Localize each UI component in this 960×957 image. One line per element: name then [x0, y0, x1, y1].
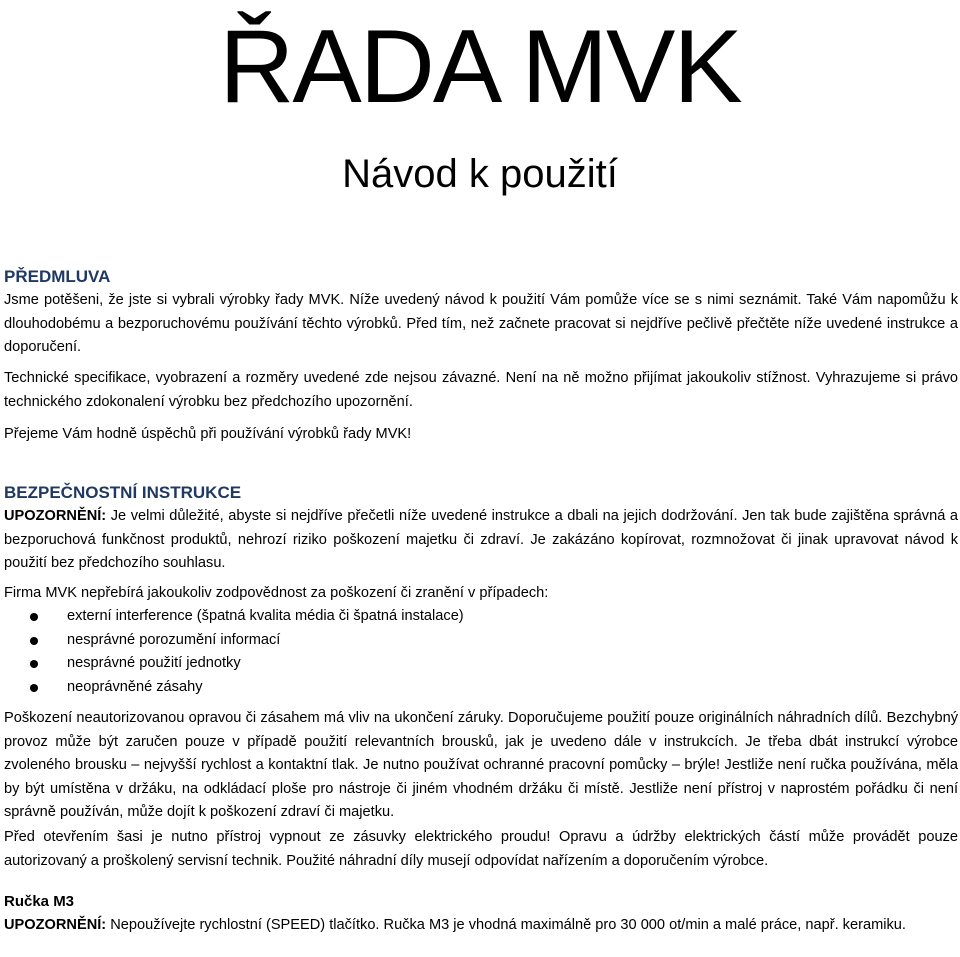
list-item: neoprávněné zásahy: [4, 676, 904, 700]
bullet-icon: [30, 613, 38, 621]
preface-paragraph-3: Přejeme Vám hodně úspěchů při používání výrobků řady MVK!: [4, 426, 412, 442]
handpiece-warning-label: UPOZORNĚNÍ:: [4, 917, 107, 933]
bullet-icon: [30, 684, 38, 692]
handpiece-heading: Ručka M3: [4, 893, 75, 910]
handpiece-warning-text: Nepoužívejte rychlostní (SPEED) tlačítko. Ručka M3 je vhodná maximálně pro 30 000 ot/min a malé práce, např. keramiku.: [106, 917, 906, 933]
bullet-icon: [30, 660, 38, 668]
preface-heading: PŘEDMLUVA: [4, 267, 111, 286]
document-subtitle: Návod k použití: [342, 152, 618, 196]
warranty-paragraph: Poškození neautorizovanou opravou či zásahem má vliv na ukončení záruky. Doporučujeme použití pouze originálních náhradních dílů. Bezchybný provoz může být zaručen pouze v případě použití relevantních brousků, jak je uvedeno dále v instrukcích. Je třeba dbát instrukcí výrobce zvoleného brousku – nejvyšší rychlost a kontaktní tlak. Je nutno používat ochranné pracovní pomůcky – brýle! Jestliže není ručka používána, měla by být umístěna v držáku, na odkládací ploše pro nástroje či jiném vhodném držáku či místě. Jestliže není přístroj v naprostém pořádku či není správně používán, může dojít k poškození zdraví či majetku.: [4, 710, 958, 821]
list-item: nesprávné porozumění informací: [4, 629, 904, 653]
service-paragraph: Před otevřením šasi je nutno přístroj vypnout ze zásuvky elektrického proudu! Opravu a údržby elektrických částí může provádět pouze autorizovaný a proškolený servisní technik. Použité náhradní díly musejí odpovídat nařízením a doporučením výrobce.: [4, 829, 958, 869]
liability-cases-list: [4, 605, 904, 699]
safety-warning-paragraph: [4, 505, 958, 576]
safety-heading: BEZPEČNOSTNÍ INSTRUKCE: [4, 483, 242, 502]
warning-text: Je velmi důležité, abyste si nejdříve přečetli níže uvedené instrukce a dbali na jejich dodržování. Jen tak bude zajištěna správná a bezporuchová funkčnost produktů, nehrozí riziko poškození majetku či zdraví. Je zakázáno kopírovat, rozmnožovat či jinak upravovat návod k použití bez předchozího souhlasu.: [4, 508, 958, 572]
warning-label: UPOZORNĚNÍ:: [4, 508, 107, 524]
preface-paragraph-2: Technické specifikace, vyobrazení a rozměry uvedené zde nejsou závazné. Není na ně možno přijímat jakoukoliv stížnost. Vyhrazujeme si právo technického zdokonalení výrobku bez předchozího upozornění.: [4, 370, 958, 410]
list-item: nesprávné použití jednotky: [4, 652, 904, 676]
bullet-icon: [30, 637, 38, 645]
list-item: externí interference (špatná kvalita média či špatná instalace): [4, 605, 904, 629]
document-title: ŘADA MVK: [219, 9, 741, 125]
handpiece-warning-paragraph: [4, 914, 958, 938]
liability-intro: Firma MVK nepřebírá jakoukoliv zodpovědnost za poškození či zranění v případech:: [4, 585, 549, 601]
preface-paragraph-1: Jsme potěšeni, že jste si vybrali výrobky řady MVK. Níže uvedený návod k použití Vám pomůže více se s nimi seznámit. Také Vám napomůžu k dlouhodobému a bezporuchovému používání těchto výrobků. Před tím, než začnete pracovat si nejdříve pečlivě přečtěte níže uvedené instrukce a doporučení.: [4, 292, 958, 356]
